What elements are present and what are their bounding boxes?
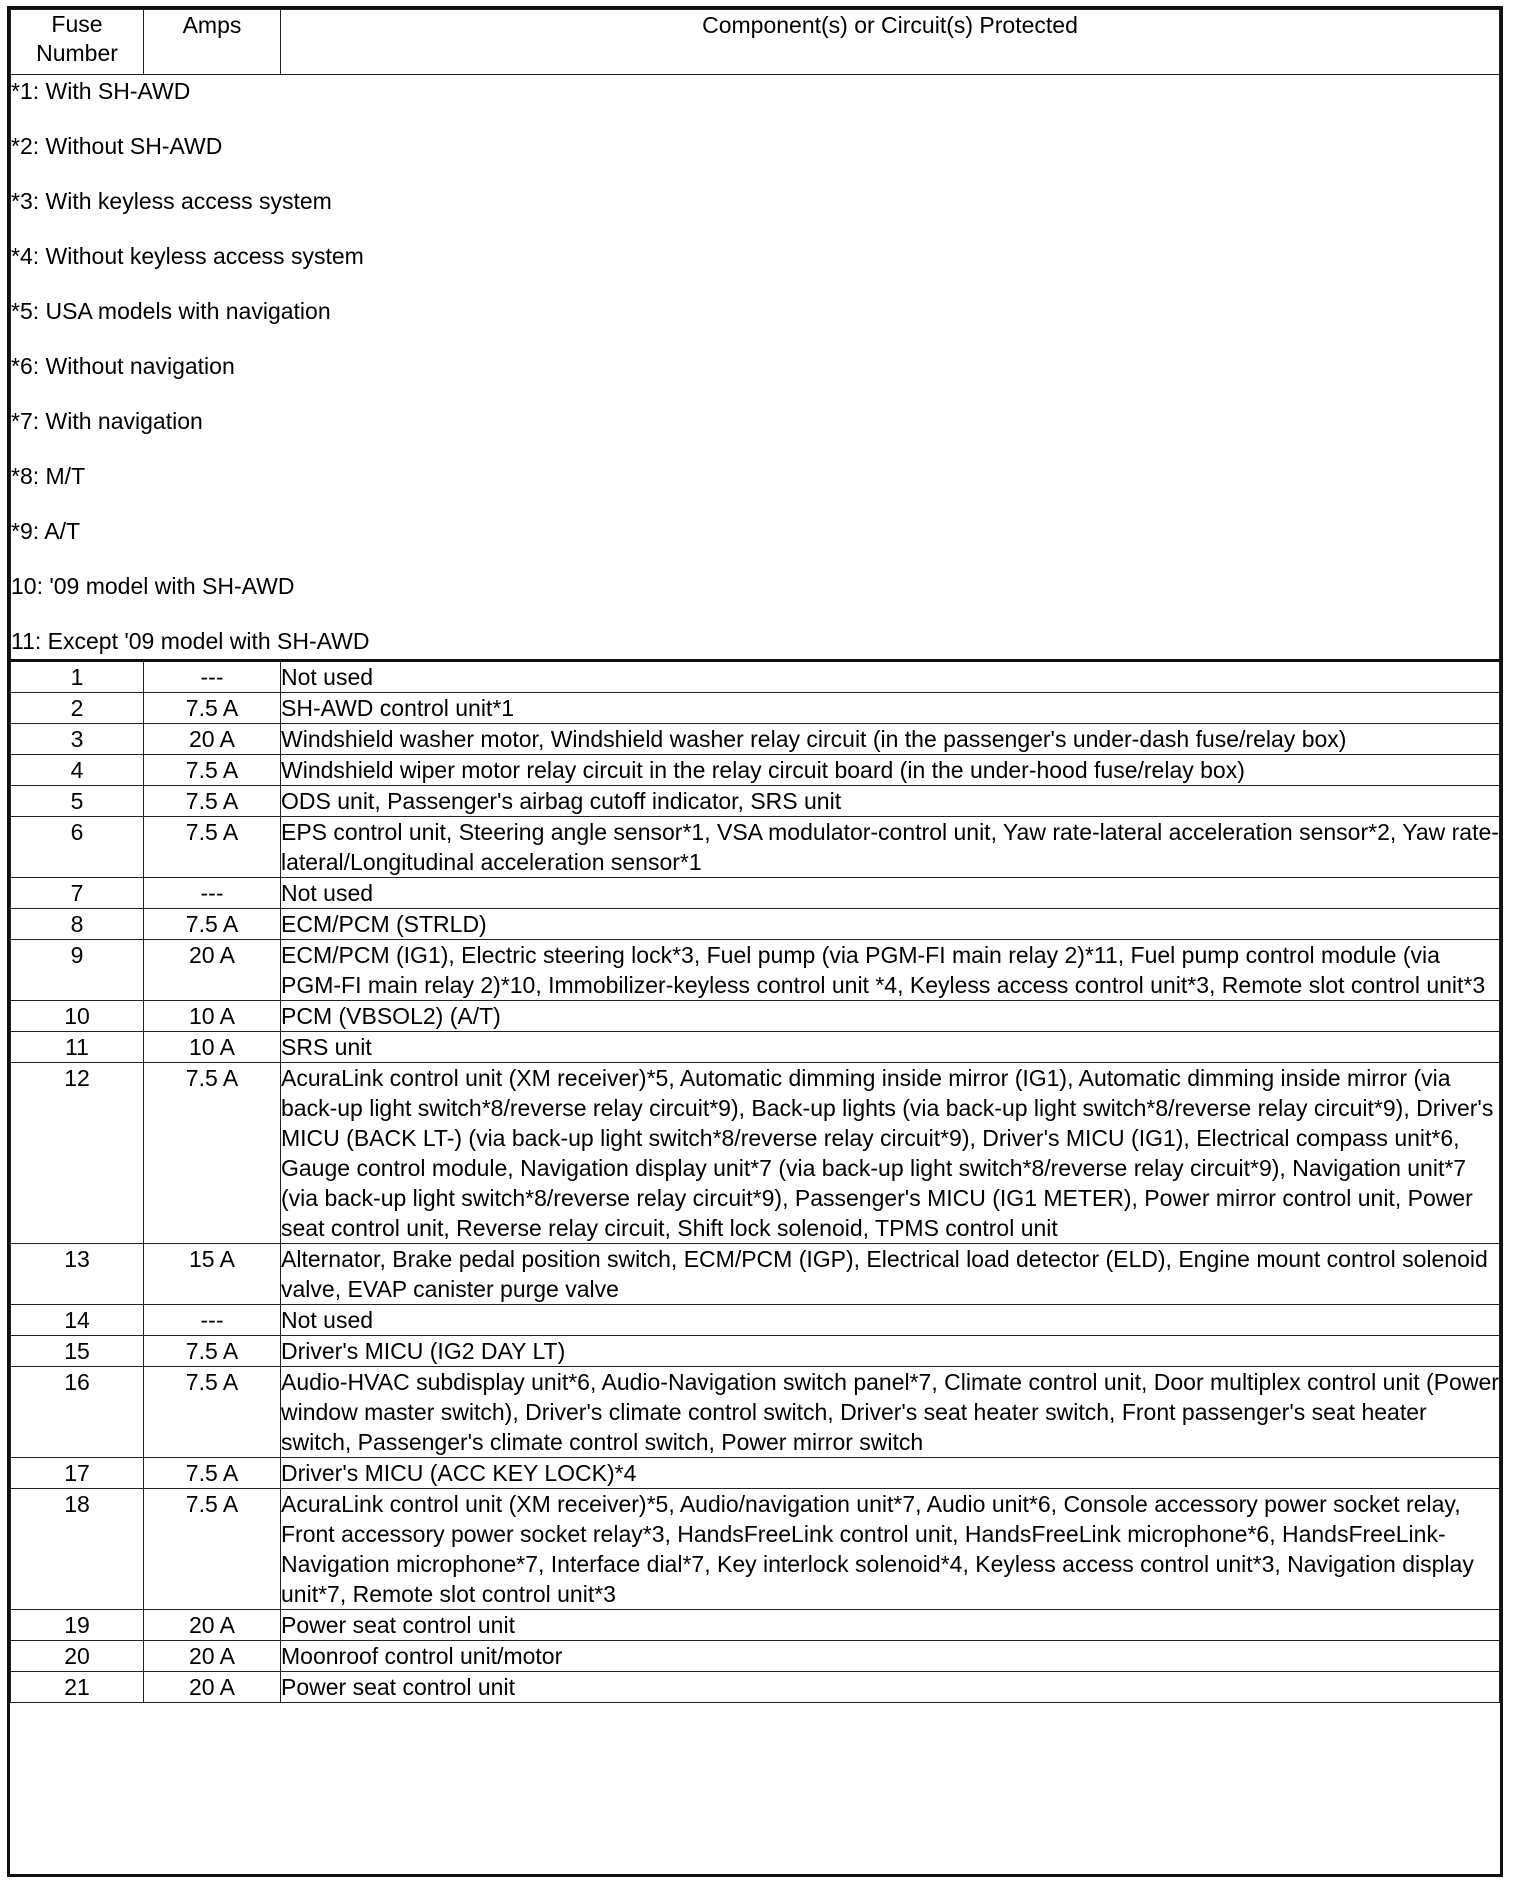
amps-cell: 7.5 A (144, 1063, 281, 1244)
fuse-number-cell: 8 (11, 909, 144, 940)
footnote: *8: M/T (11, 463, 86, 489)
fuse-number-cell: 4 (11, 755, 144, 786)
fuse-number-cell: 18 (11, 1489, 144, 1610)
table-row (11, 1367, 1500, 1458)
footnote: *7: With navigation (11, 408, 203, 434)
components-cell: PCM (VBSOL2) (A/T) (281, 1001, 1500, 1032)
components-cell: EPS control unit, Steering angle sensor*1, VSA modulator-control unit, Yaw rate-lateral acceleration sensor*2, Yaw rate-lateral/Longitudinal acceleration sensor*1 (281, 817, 1500, 878)
table-row (11, 1641, 1500, 1672)
amps-cell: 20 A (144, 1672, 281, 1703)
table-row (11, 1001, 1500, 1032)
components-cell: Audio-HVAC subdisplay unit*6, Audio-Navigation switch panel*7, Climate control unit, Door multiplex control unit (Power window master switch), Driver's climate control switch, Driver's seat heater switch, Front passenger's seat heater switch, Passenger's climate control switch, Power mirror switch (281, 1367, 1500, 1458)
table-header-row (11, 10, 1500, 75)
table-row (11, 1063, 1500, 1244)
table-row (11, 661, 1500, 693)
fuse-number-cell: 9 (11, 940, 144, 1001)
amps-cell: 7.5 A (144, 786, 281, 817)
fuse-number-cell: 13 (11, 1244, 144, 1305)
footnote: *6: Without navigation (11, 353, 235, 379)
amps-cell: 7.5 A (144, 1367, 281, 1458)
footnote: *5: USA models with navigation (11, 298, 331, 324)
components-cell: ECM/PCM (STRLD) (281, 909, 1500, 940)
components-cell: AcuraLink control unit (XM receiver)*5, Automatic dimming inside mirror (IG1), Automatic dimming inside mirror (via back-up light switch*8/reverse relay circuit*9), Back-up lights (via back-up light switch*8/reverse relay circuit*9), Driver's MICU (BACK LT-) (via back-up light switch*8/reverse relay circuit*9), Driver's MICU (IG1), Electrical compass unit*6, Gauge control module, Navigation display unit*7 (via back-up light switch*8/reverse relay circuit*9), Navigation unit*7 (via back-up light switch*8/reverse relay circuit*9), Passenger's MICU (IG1 METER), Power mirror control unit, Power seat control unit, Reverse relay circuit, Shift lock solenoid, TPMS control unit (281, 1063, 1500, 1244)
footnote: *4: Without keyless access system (11, 243, 364, 269)
amps-cell: 7.5 A (144, 909, 281, 940)
amps-cell: 7.5 A (144, 693, 281, 724)
table-row (11, 1458, 1500, 1489)
amps-cell: --- (144, 1305, 281, 1336)
fuse-table (10, 9, 1500, 1703)
footnote: *2: Without SH-AWD (11, 133, 223, 159)
fuse-number-cell: 1 (11, 661, 144, 693)
components-cell: Not used (281, 661, 1500, 693)
fuse-number-cell: 15 (11, 1336, 144, 1367)
amps-cell: 20 A (144, 940, 281, 1001)
table-row (11, 786, 1500, 817)
table-row (11, 755, 1500, 786)
amps-cell: 15 A (144, 1244, 281, 1305)
table-row (11, 693, 1500, 724)
components-cell: Not used (281, 1305, 1500, 1336)
fuse-number-cell: 20 (11, 1641, 144, 1672)
amps-cell: 7.5 A (144, 755, 281, 786)
amps-cell: 20 A (144, 724, 281, 755)
table-row (11, 1305, 1500, 1336)
components-cell: SRS unit (281, 1032, 1500, 1063)
table-row (11, 909, 1500, 940)
amps-cell: 7.5 A (144, 1489, 281, 1610)
fuse-number-cell: 11 (11, 1032, 144, 1063)
fuse-number-cell: 19 (11, 1610, 144, 1641)
footnotes (11, 75, 1500, 661)
fuse-number-cell: 6 (11, 817, 144, 878)
components-cell: Power seat control unit (281, 1672, 1500, 1703)
table-row (11, 1336, 1500, 1367)
footnote: 10: '09 model with SH-AWD (11, 573, 295, 599)
fuse-number-cell: 3 (11, 724, 144, 755)
components-cell: Driver's MICU (ACC KEY LOCK)*4 (281, 1458, 1500, 1489)
notes-row (11, 75, 1500, 661)
header-components: Component(s) or Circuit(s) Protected (281, 10, 1500, 75)
components-cell: AcuraLink control unit (XM receiver)*5, Audio/navigation unit*7, Audio unit*6, Console accessory power socket relay, Front accessory power socket relay*3, HandsFreeLink control unit, HandsFreeLink microphone*6, HandsFreeLink-Navigation microphone*7, Interface dial*7, Key interlock solenoid*4, Keyless access control unit*3, Navigation display unit*7, Remote slot control unit*3 (281, 1489, 1500, 1610)
amps-cell: --- (144, 878, 281, 909)
components-cell: Moonroof control unit/motor (281, 1641, 1500, 1672)
header-amps: Amps (144, 10, 281, 75)
components-cell: Alternator, Brake pedal position switch, ECM/PCM (IGP), Electrical load detector (ELD), Engine mount control solenoid valve, EVAP canister purge valve (281, 1244, 1500, 1305)
fuse-number-cell: 16 (11, 1367, 144, 1458)
table-row (11, 1610, 1500, 1641)
components-cell: SH-AWD control unit*1 (281, 693, 1500, 724)
table-row (11, 1244, 1500, 1305)
amps-cell: --- (144, 661, 281, 693)
components-cell: Windshield wiper motor relay circuit in the relay circuit board (in the under-hood fuse/relay box) (281, 755, 1500, 786)
fuse-number-cell: 12 (11, 1063, 144, 1244)
table-row (11, 1489, 1500, 1610)
table-row (11, 1032, 1500, 1063)
fuse-number-cell: 17 (11, 1458, 144, 1489)
fuse-number-cell: 2 (11, 693, 144, 724)
components-cell: ODS unit, Passenger's airbag cutoff indicator, SRS unit (281, 786, 1500, 817)
fuse-number-cell: 10 (11, 1001, 144, 1032)
fuse-number-cell: 5 (11, 786, 144, 817)
amps-cell: 20 A (144, 1610, 281, 1641)
footnote: *1: With SH-AWD (11, 78, 191, 104)
table-row (11, 1672, 1500, 1703)
amps-cell: 7.5 A (144, 1336, 281, 1367)
amps-cell: 20 A (144, 1641, 281, 1672)
fuse-table-sheet (7, 6, 1503, 1877)
table-row (11, 817, 1500, 878)
header-fuse-number: Fuse Number (11, 10, 144, 75)
amps-cell: 7.5 A (144, 1458, 281, 1489)
fuse-number-cell: 21 (11, 1672, 144, 1703)
components-cell: ECM/PCM (IG1), Electric steering lock*3, Fuel pump (via PGM-FI main relay 2)*11, Fuel pump control module (via PGM-FI main relay 2)*10, Immobilizer-keyless control unit *4, Keyless access control unit*3, Remote slot control unit*3 (281, 940, 1500, 1001)
components-cell: Windshield washer motor, Windshield washer relay circuit (in the passenger's under-dash fuse/relay box) (281, 724, 1500, 755)
components-cell: Driver's MICU (IG2 DAY LT) (281, 1336, 1500, 1367)
amps-cell: 7.5 A (144, 817, 281, 878)
footnote: *3: With keyless access system (11, 188, 332, 214)
table-row (11, 724, 1500, 755)
amps-cell: 10 A (144, 1032, 281, 1063)
footnote: *9: A/T (11, 518, 81, 544)
components-cell: Power seat control unit (281, 1610, 1500, 1641)
fuse-number-cell: 14 (11, 1305, 144, 1336)
table-row (11, 940, 1500, 1001)
footnote: 11: Except '09 model with SH-AWD (11, 628, 370, 654)
amps-cell: 10 A (144, 1001, 281, 1032)
components-cell: Not used (281, 878, 1500, 909)
table-row (11, 878, 1500, 909)
fuse-number-cell: 7 (11, 878, 144, 909)
